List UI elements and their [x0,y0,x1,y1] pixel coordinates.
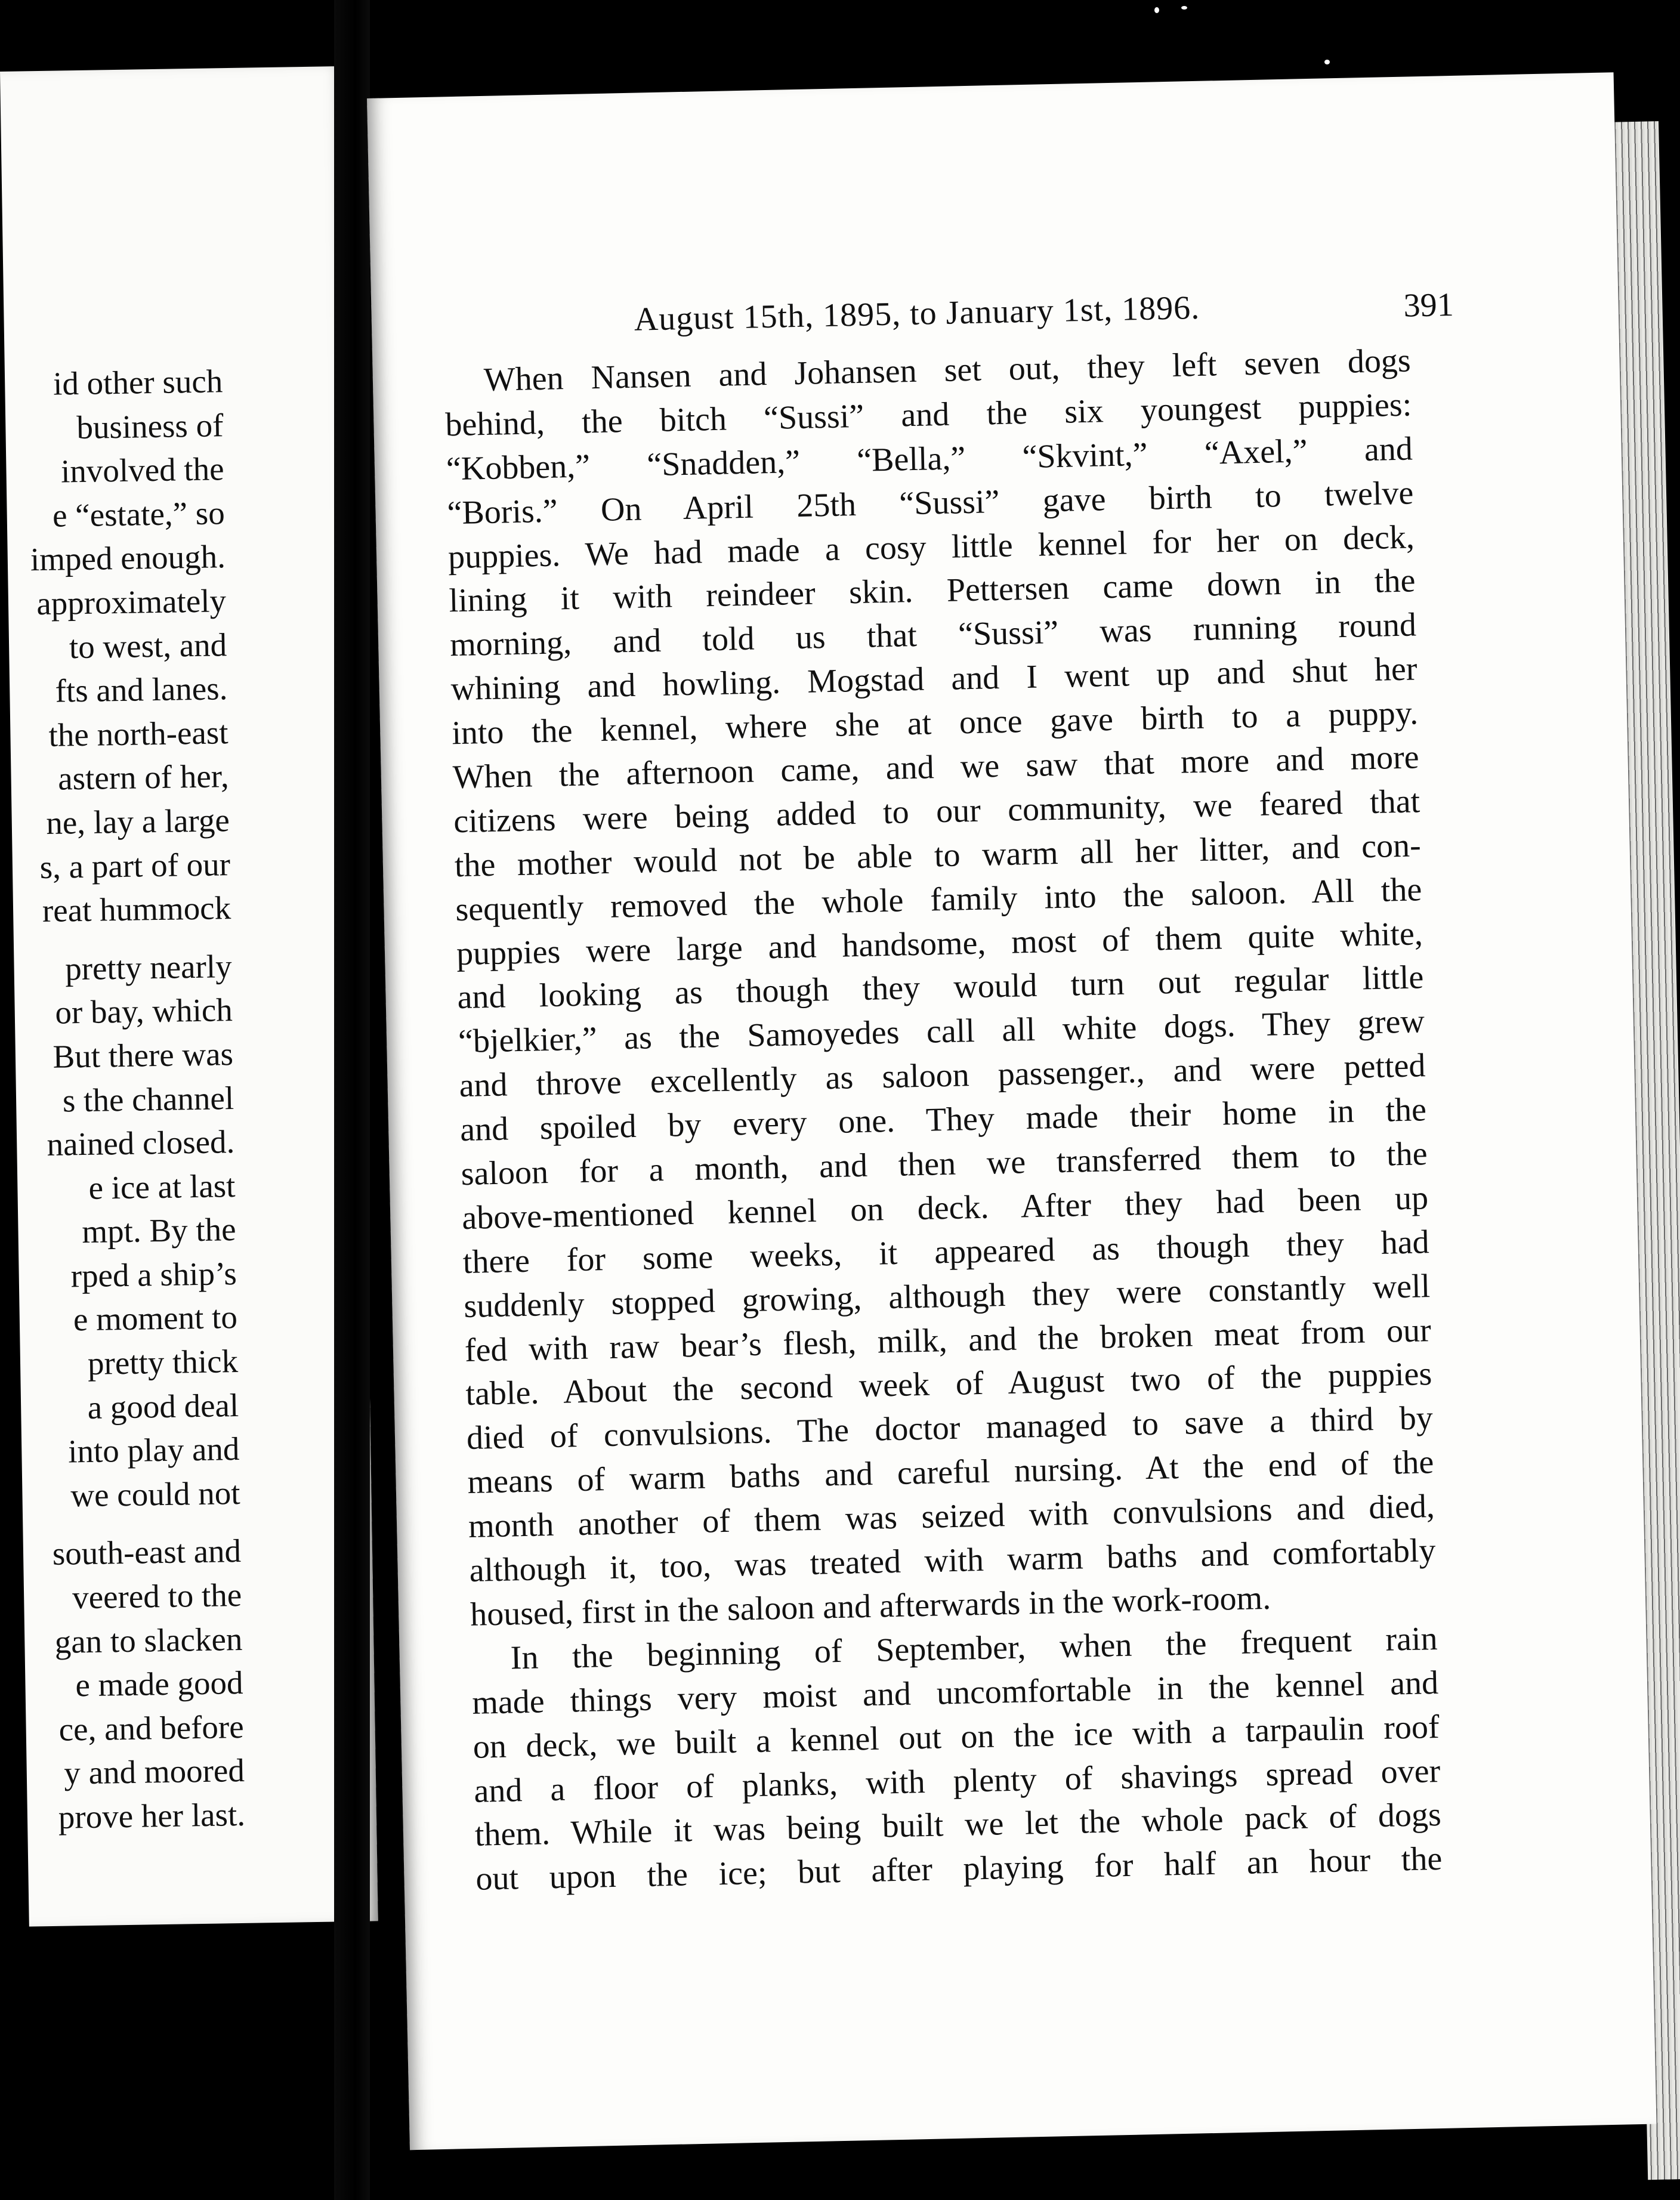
body-line: into the kennel, where she at once gave birth to a puppy. [451,694,1419,752]
body-line: suddenly stopped growing, although they were constantly well [463,1267,1431,1325]
left-page-line: involved the [60,450,224,490]
body-line: made things very moist and uncomfortable in the kennel and [471,1664,1439,1722]
body-line: housed, first in the saloon and afterwards in the work-room. [470,1579,1271,1633]
left-page-line: business of [76,406,224,446]
body-line: citizens were being added to our community, we feared that [453,783,1420,841]
body-line: and a floor of planks, with plenty of shavings spread over [473,1752,1441,1810]
body-text [444,339,1443,1902]
body-line: sequently removed the whole family into the saloon. All the [455,870,1422,928]
body-line: although it, too, was treated with warm baths and comfortably [469,1532,1437,1589]
left-page-line: e “estate,” so [52,494,226,534]
body-line: fed with raw bear’s flesh, milk, and the broken meat from our [464,1311,1432,1369]
page-number: 391 [1403,286,1454,325]
left-page-text [27,359,246,1839]
body-line: lining it with reindeer skin. Pettersen came down in the [449,562,1416,620]
left-page-line: mpt. By the [81,1211,237,1250]
body-line: and spoiled by every one. They made their home in the [459,1091,1427,1149]
body-line: above-mentioned kennel on deck. After they had been up [461,1179,1429,1237]
left-page-line: pretty thick [87,1343,239,1382]
body-line: there for some weeks, it appeared as though they had [462,1223,1430,1281]
body-line: “bjelkier,” as the Samoyedes call all white dogs. They grew [458,1003,1425,1061]
left-page-line: approximately [36,582,227,622]
body-line: In the beginning of September, when the frequent rain [510,1620,1438,1677]
left-page-line: ne, lay a large [45,802,230,841]
left-page-line: ce, and before [58,1708,245,1748]
body-line: whining and howling. Mogstad and I went up and shut her [450,650,1418,708]
left-page-line: veered to the [72,1576,242,1616]
left-page-line: But there was [52,1035,234,1075]
body-line: and looking as though they would turn out regular little [456,959,1424,1016]
left-page-line: gan to slacken [54,1620,243,1660]
left-page-line: prove her last. [58,1796,246,1836]
body-line: “Boris.” On April 25th “Sussi” gave birth to twelve [446,474,1414,532]
left-page-line: e ice at last [88,1167,236,1206]
right-page [367,72,1657,2150]
left-page-line: s the channel [62,1079,234,1119]
left-page-line: a good deal [87,1386,239,1426]
body-line: out upon the ice; but after playing for half an hour the [475,1840,1443,1898]
scan-speck [1181,6,1187,10]
body-line: When Nansen and Johansen set out, they left seven dogs [483,342,1412,398]
body-line: them. While it was being built we let the whole pack of dogs [474,1796,1442,1854]
left-page-line: e made good [75,1664,243,1704]
left-page-line: id other such [52,363,223,402]
left-page [0,66,378,1927]
body-line: puppies were large and handsome, most of them quite white, [456,914,1423,972]
body-line: on deck, we built a kennel out on the ice with a tarpaulin roof [472,1708,1440,1766]
body-line: means of warm baths and careful nursing. At the end of the [467,1444,1434,1501]
left-page-line: fts and lanes. [55,670,228,709]
left-page-line: rped a ship’s [70,1255,237,1294]
body-line: puppies. We had made a cosy little kennel for her on deck, [447,518,1415,576]
left-page-line: south-east and [52,1532,242,1572]
body-line: table. About the second week of August two of the puppies [465,1355,1432,1413]
left-page-line: astern of her, [57,758,230,797]
body-line: “Kobben,” “Snadden,” “Bella,” “Skvint,” “Axel,” and [446,430,1413,488]
left-page-line: the north-east [48,713,228,753]
left-page-line: e moment to [73,1299,238,1338]
left-page-line: y and moored [63,1752,245,1792]
left-page-line: pretty nearly [64,947,233,987]
left-page-line: or bay, which [54,991,233,1031]
body-line: month another of them was seized with convulsions and died, [468,1488,1435,1546]
left-page-line: imped enough. [30,538,226,578]
book-gutter [334,0,370,2200]
body-line: behind, the bitch “Sussi” and the six youngest puppies: [444,386,1412,444]
left-page-line: to west, and [69,626,227,665]
left-page-line: nained closed. [47,1123,235,1163]
body-line: saloon for a month, and then we transferred them to the [461,1135,1428,1193]
body-line: died of convulsions. The doctor managed to save a third by [466,1399,1434,1457]
scan-speck [1324,60,1330,64]
body-line: and throve excellently as saloon passenger., and were petted [459,1047,1426,1105]
left-page-line: we could not [70,1474,240,1514]
left-page-line: reat hummock [42,889,231,929]
scan-speck [1154,7,1159,13]
left-page-line: s, a part of our [39,845,231,885]
body-line: When the afternoon came, and we saw that more and more [452,739,1420,796]
body-line: morning, and told us that “Sussi” was running round [449,606,1417,664]
left-page-line: into play and [67,1430,240,1470]
running-head: August 15th, 1895, to January 1st, 1896. [634,289,1200,338]
body-line: the mother would not be able to warm all her litter, and con- [454,827,1422,884]
